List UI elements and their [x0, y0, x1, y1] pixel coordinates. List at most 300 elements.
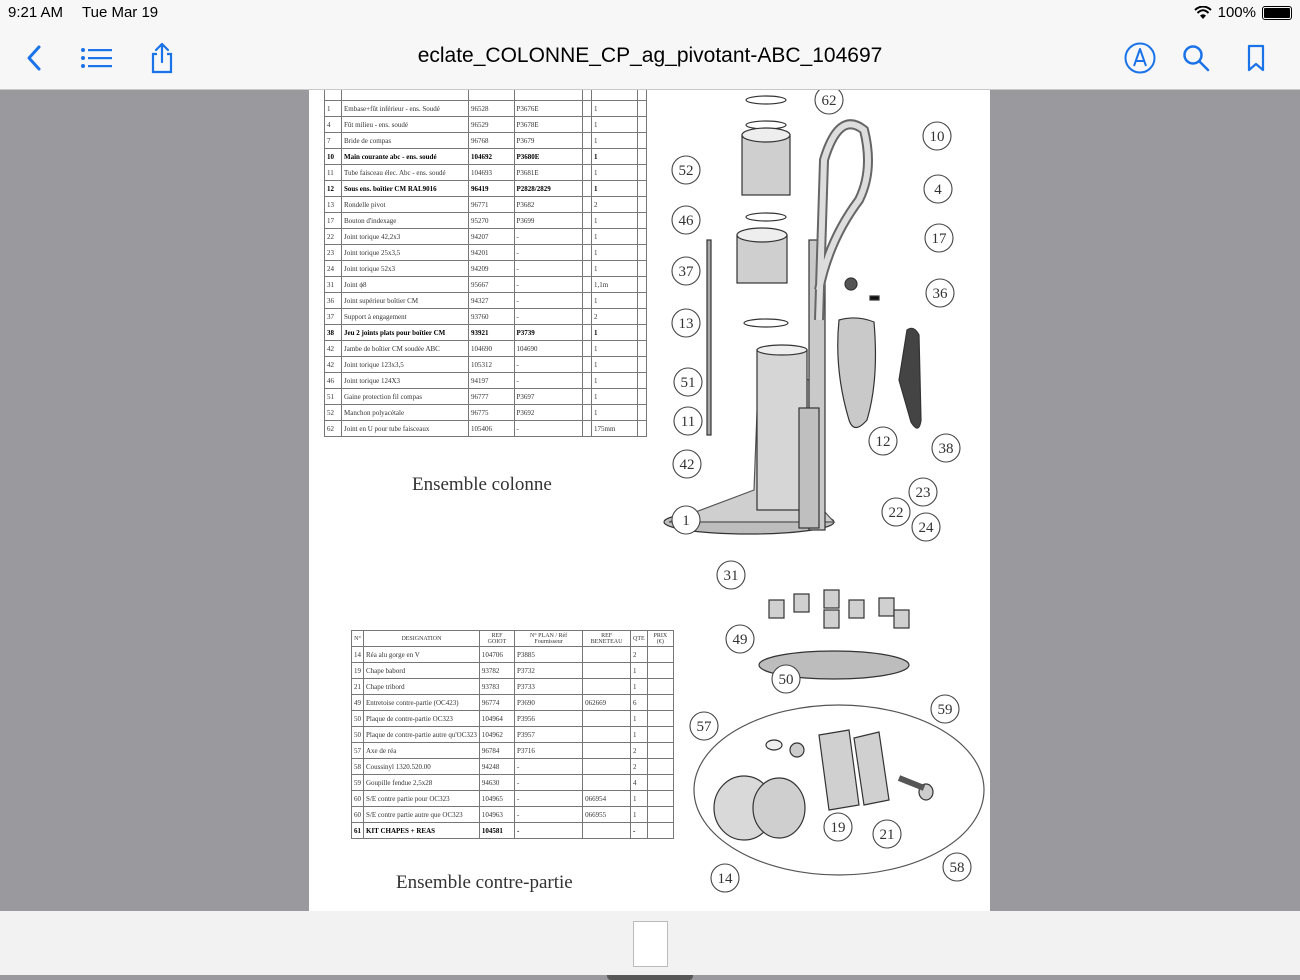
status-time: 9:21 AM — [8, 4, 64, 21]
table-cell: 2 — [631, 743, 648, 759]
callout-label: 42 — [679, 457, 695, 473]
table-row — [352, 679, 674, 695]
status-bar — [0, 0, 1300, 26]
table-cell — [583, 823, 631, 839]
table-cell: - — [514, 277, 583, 293]
table-row — [352, 743, 674, 759]
table-row — [352, 775, 674, 791]
table-cell: Tube faisceau élec. Abc - ens. soudé — [342, 165, 469, 181]
table-cell: 104692 — [469, 149, 515, 165]
table-cell: 1 — [592, 149, 638, 165]
table-cell: - — [515, 775, 583, 791]
table-row — [325, 181, 647, 197]
table-cell: 61 — [352, 823, 364, 839]
table-row — [352, 791, 674, 807]
table-cell: 95667 — [469, 277, 515, 293]
callout-label: 46 — [678, 213, 694, 229]
table-cell: 42 — [325, 357, 342, 373]
table-cell — [638, 277, 647, 293]
table-cell: 104693 — [469, 165, 515, 181]
table-cell: 104581 — [479, 823, 514, 839]
table-cell: 96528 — [469, 101, 515, 117]
table-cell — [638, 261, 647, 277]
table-cell — [583, 775, 631, 791]
callout-label: 4 — [934, 182, 942, 198]
table-row — [352, 727, 674, 743]
table-row — [325, 133, 647, 149]
table-cell: P3732 — [515, 663, 583, 679]
page-thumbnail[interactable] — [633, 921, 668, 967]
callout-label: 22 — [888, 505, 904, 521]
table-cell: Bouton d'indexage — [342, 213, 469, 229]
table-row — [325, 277, 647, 293]
table-cell: P3681E — [514, 165, 583, 181]
callout-label: 49 — [732, 632, 748, 648]
table-cell: 1 — [592, 293, 638, 309]
table-cell: 96768 — [469, 133, 515, 149]
table-cell — [583, 647, 631, 663]
table-cell — [583, 759, 631, 775]
table-cell — [583, 743, 631, 759]
table-cell: 96774 — [479, 695, 514, 711]
table-cell: 4 — [325, 117, 342, 133]
table-cell: Joint torique 25x3,5 — [342, 245, 469, 261]
table-header-cell: QTE — [631, 631, 648, 647]
table-row — [325, 389, 647, 405]
table-cell: KIT CHAPES + REAS — [364, 823, 480, 839]
parts-table-contre-partie — [351, 630, 674, 839]
table-cell — [583, 679, 631, 695]
table-cell — [583, 133, 592, 149]
table-cell — [638, 101, 647, 117]
table-cell: 6 — [631, 695, 648, 711]
table-cell: 94327 — [469, 293, 515, 309]
table-cell — [638, 181, 647, 197]
table-cell: - — [631, 823, 648, 839]
exploded-diagram — [649, 90, 990, 911]
table-cell: Goupille fendue 2,5x28 — [364, 775, 480, 791]
table-cell: 1 — [592, 373, 638, 389]
thumbnail-strip — [0, 911, 1300, 975]
wifi-icon — [1194, 6, 1212, 20]
table-cell: 46 — [325, 373, 342, 389]
table-cell — [583, 165, 592, 181]
table-cell — [583, 213, 592, 229]
table-cell: 21 — [352, 679, 364, 695]
table-cell: 1 — [592, 261, 638, 277]
table-cell: 1 — [592, 245, 638, 261]
table-cell — [638, 165, 647, 181]
callout-label: 52 — [678, 163, 694, 179]
table-cell: Plaque de contre-partie autre qu'OC323 — [364, 727, 480, 743]
table-row — [352, 823, 674, 839]
table-cell: 1 — [592, 229, 638, 245]
table-cell — [583, 711, 631, 727]
table-cell: 93782 — [479, 663, 514, 679]
table-cell: Réa alu gorge en V — [364, 647, 480, 663]
table-cell: Joint torique 123x3,5 — [342, 357, 469, 373]
table-cell — [583, 663, 631, 679]
table-row — [325, 421, 647, 437]
table-cell: Joint torique 52x3 — [342, 261, 469, 277]
table-cell: 105406 — [469, 421, 515, 437]
table-cell: Manchon polyacétale — [342, 405, 469, 421]
table-row — [325, 309, 647, 325]
table-cell: 104965 — [479, 791, 514, 807]
callout-label: 24 — [918, 520, 934, 536]
table-cell: 104962 — [479, 727, 514, 743]
table-row — [325, 373, 647, 389]
markup-button[interactable] — [1120, 38, 1160, 78]
table-cell: 1 — [592, 181, 638, 197]
table-cell: Sous ens. boîtier CM RAL9016 — [342, 181, 469, 197]
table-cell — [583, 421, 592, 437]
table-row — [352, 711, 674, 727]
table-cell: 37 — [325, 309, 342, 325]
table-cell: 59 — [352, 775, 364, 791]
table-row — [325, 117, 647, 133]
callout-label: 62 — [821, 93, 837, 109]
table-row — [325, 405, 647, 421]
table-cell: Bride de compas — [342, 133, 469, 149]
table-cell: - — [514, 357, 583, 373]
table-cell: 94248 — [479, 759, 514, 775]
table-cell — [583, 325, 592, 341]
table-cell: P3690 — [515, 695, 583, 711]
callout-label: 38 — [938, 441, 954, 457]
table-row — [352, 663, 674, 679]
callout-label: 31 — [723, 568, 739, 584]
table-cell — [583, 341, 592, 357]
table-header-cell: N° — [352, 631, 364, 647]
table-cell: Chape tribord — [364, 679, 480, 695]
table-cell: 104706 — [479, 647, 514, 663]
table-cell: - — [514, 309, 583, 325]
table-cell: 2 — [592, 197, 638, 213]
table-cell — [583, 149, 592, 165]
table-cell: - — [514, 421, 583, 437]
table-cell: - — [515, 759, 583, 775]
table-cell — [583, 229, 592, 245]
table-cell: 1 — [592, 341, 638, 357]
table-cell: 12 — [325, 181, 342, 197]
callout-label: 51 — [680, 375, 696, 391]
battery-icon — [1262, 6, 1292, 20]
table-cell: 23 — [325, 245, 342, 261]
table-cell: 96784 — [479, 743, 514, 759]
callout-label: 12 — [875, 434, 891, 450]
table-cell: - — [514, 293, 583, 309]
table-cell: 93760 — [469, 309, 515, 325]
table-cell: Jeu 2 joints plats pour boîtier CM — [342, 325, 469, 341]
table-cell: Embase+fût inférieur - ens. Soudé — [342, 101, 469, 117]
table-cell: P3682 — [514, 197, 583, 213]
callout-label: 11 — [680, 414, 696, 430]
table-row — [325, 213, 647, 229]
table-cell: 1 — [631, 791, 648, 807]
table-cell: 94630 — [479, 775, 514, 791]
table-cell: P3692 — [514, 405, 583, 421]
table-cell: Plaque de contre-partie OC323 — [364, 711, 480, 727]
table-cell — [583, 373, 592, 389]
table-cell: 52 — [325, 405, 342, 421]
caption-colonne: Ensemble colonne — [412, 474, 552, 495]
table-cell: Jambe de boîtier CM soudée ABC — [342, 341, 469, 357]
table-cell — [638, 245, 647, 261]
table-cell — [638, 389, 647, 405]
callout-label: 21 — [879, 827, 895, 843]
markup-pen-icon — [1123, 41, 1157, 75]
bookmark-icon — [1246, 44, 1266, 72]
table-cell: 1 — [592, 101, 638, 117]
table-cell: 1 — [592, 133, 638, 149]
callout-label: 59 — [937, 702, 953, 718]
table-cell: P3956 — [515, 711, 583, 727]
table-cell — [638, 229, 647, 245]
table-cell: Coussinyl 1320.520.00 — [364, 759, 480, 775]
table-row — [325, 101, 647, 117]
table-cell: 1 — [592, 325, 638, 341]
table-cell: 1,1m — [592, 277, 638, 293]
table-cell: 58 — [352, 759, 364, 775]
document-viewer[interactable] — [0, 90, 1300, 911]
table-cell: 1 — [631, 807, 648, 823]
table-cell: 1 — [325, 101, 342, 117]
table-cell: 96777 — [469, 389, 515, 405]
table-row — [325, 293, 647, 309]
table-cell — [638, 117, 647, 133]
table-cell — [638, 293, 647, 309]
pdf-toolbar — [0, 26, 1300, 90]
table-cell: 14 — [352, 647, 364, 663]
table-cell: 7 — [325, 133, 342, 149]
table-cell: Joint torique 42,2x3 — [342, 229, 469, 245]
table-cell: 36 — [325, 293, 342, 309]
callout-label: 17 — [931, 231, 947, 247]
table-cell: 95270 — [469, 213, 515, 229]
table-cell: 31 — [325, 277, 342, 293]
table-cell: P3676E — [514, 101, 583, 117]
table-cell: 96775 — [469, 405, 515, 421]
table-cell — [583, 277, 592, 293]
table-cell: 1 — [592, 357, 638, 373]
table-cell — [583, 261, 592, 277]
table-cell: - — [514, 261, 583, 277]
document-title: eclate_COLONNE_CP_ag_pivotant-ABC_104697 — [417, 44, 883, 67]
table-cell: 96529 — [469, 117, 515, 133]
callout-label: 13 — [678, 316, 694, 332]
table-cell: 1 — [631, 711, 648, 727]
table-cell: 1 — [631, 679, 648, 695]
table-header-cell: DESIGNATION — [364, 631, 480, 647]
table-cell: - — [515, 807, 583, 823]
table-cell: 19 — [352, 663, 364, 679]
table-cell — [583, 197, 592, 213]
table-cell: Joint torique 124X3 — [342, 373, 469, 389]
table-cell — [638, 149, 647, 165]
table-cell: P3716 — [515, 743, 583, 759]
table-cell — [583, 245, 592, 261]
table-cell: 60 — [352, 791, 364, 807]
table-cell: 96771 — [469, 197, 515, 213]
table-cell: Axe de réa — [364, 743, 480, 759]
table-cell: P3679 — [514, 133, 583, 149]
table-cell — [638, 197, 647, 213]
table-row — [325, 165, 647, 181]
table-cell: - — [514, 373, 583, 389]
table-cell: 24 — [325, 261, 342, 277]
callout-label: 36 — [932, 286, 948, 302]
table-cell — [583, 309, 592, 325]
table-cell: P3697 — [514, 389, 583, 405]
table-cell: 62 — [325, 421, 342, 437]
table-cell: 94197 — [469, 373, 515, 389]
table-cell: - — [514, 229, 583, 245]
table-cell: - — [514, 245, 583, 261]
table-cell: 13 — [325, 197, 342, 213]
table-cell: 104964 — [479, 711, 514, 727]
table-row — [352, 807, 674, 823]
table-header-cell: N° PLAN / Réf Fournisseur — [515, 631, 583, 647]
caption-contre-partie: Ensemble contre-partie — [396, 872, 573, 893]
table-cell: 94207 — [469, 229, 515, 245]
table-cell: 104963 — [479, 807, 514, 823]
table-header-cell: REF GOIOT — [479, 631, 514, 647]
table-cell: 4 — [631, 775, 648, 791]
table-cell: 062669 — [583, 695, 631, 711]
table-cell: P3957 — [515, 727, 583, 743]
table-cell: Chape babord — [364, 663, 480, 679]
table-cell: 57 — [352, 743, 364, 759]
table-row — [352, 759, 674, 775]
table-cell: 94209 — [469, 261, 515, 277]
table-cell: Gaine protection fil compas — [342, 389, 469, 405]
table-cell: - — [515, 791, 583, 807]
table-cell — [638, 133, 647, 149]
table-cell: 17 — [325, 213, 342, 229]
table-cell — [583, 727, 631, 743]
callout-label: 37 — [678, 264, 694, 280]
table-row — [352, 695, 674, 711]
status-date: Tue Mar 19 — [82, 4, 159, 21]
table-cell: P3885 — [515, 647, 583, 663]
callout-label: 23 — [915, 485, 931, 501]
table-row — [325, 325, 647, 341]
table-row — [325, 357, 647, 373]
table-header-cell: REF BENETEAU — [583, 631, 631, 647]
table-cell — [583, 405, 592, 421]
table-cell: P3733 — [515, 679, 583, 695]
callout-label: 14 — [717, 871, 733, 887]
parts-table-colonne — [324, 90, 647, 437]
callout-label: 57 — [696, 719, 712, 735]
table-cell — [583, 389, 592, 405]
table-cell: 1 — [631, 663, 648, 679]
callout-label: 58 — [949, 860, 965, 876]
table-cell — [583, 293, 592, 309]
table-cell: 42 — [325, 341, 342, 357]
table-cell: 1 — [592, 165, 638, 181]
table-cell: 104690 — [469, 341, 515, 357]
pdf-page — [309, 90, 990, 911]
search-icon — [1182, 44, 1210, 72]
table-cell: 2 — [592, 309, 638, 325]
table-cell — [638, 405, 647, 421]
table-cell: 22 — [325, 229, 342, 245]
table-row — [325, 149, 647, 165]
table-cell: 105312 — [469, 357, 515, 373]
table-cell: P2828/2829 — [514, 181, 583, 197]
callout-label: 50 — [778, 672, 794, 688]
table-cell — [638, 373, 647, 389]
table-cell — [638, 309, 647, 325]
battery-percent: 100% — [1217, 4, 1256, 21]
table-cell: P3739 — [514, 325, 583, 341]
table-cell: P3678E — [514, 117, 583, 133]
colonne-drawing — [664, 96, 921, 534]
table-cell: 51 — [325, 389, 342, 405]
table-row — [325, 341, 647, 357]
table-cell — [638, 325, 647, 341]
table-cell: 066955 — [583, 807, 631, 823]
table-cell: 50 — [352, 727, 364, 743]
table-cell: Joint en U pour tube faisceaux — [342, 421, 469, 437]
status-right — [1194, 4, 1292, 21]
callout-label: 1 — [682, 513, 690, 529]
table-cell: 104690 — [514, 341, 583, 357]
table-cell: 50 — [352, 711, 364, 727]
table-cell: 1 — [592, 405, 638, 421]
callout-label: 19 — [830, 820, 846, 836]
table-cell: Support à engagement — [342, 309, 469, 325]
table-cell — [583, 117, 592, 133]
bookmark-button[interactable] — [1236, 38, 1276, 78]
table-cell: 93783 — [479, 679, 514, 695]
table-cell: 1 — [592, 389, 638, 405]
table-header-row — [352, 631, 674, 647]
table-cell: 1 — [631, 727, 648, 743]
table-header-cell: PRIX (€) — [647, 631, 673, 647]
table-cell: Fût milieu - ens. soudé — [342, 117, 469, 133]
table-cell: 066954 — [583, 791, 631, 807]
table-cell: Joint ϕ8 — [342, 277, 469, 293]
table-cell: S/E contre partie pour OC323 — [364, 791, 480, 807]
table-row — [352, 647, 674, 663]
table-cell — [638, 213, 647, 229]
table-cell: 49 — [352, 695, 364, 711]
table-cell: 11 — [325, 165, 342, 181]
table-cell: 10 — [325, 149, 342, 165]
table-cell: 38 — [325, 325, 342, 341]
table-cell — [583, 101, 592, 117]
table-cell: P3680E — [514, 149, 583, 165]
table-cell: Rondelle pivot — [342, 197, 469, 213]
table-cell: 1 — [592, 117, 638, 133]
table-cell: 96419 — [469, 181, 515, 197]
table-cell: Joint supérieur boîtier CM — [342, 293, 469, 309]
table-cell: 94201 — [469, 245, 515, 261]
table-cell — [638, 421, 647, 437]
table-cell — [583, 181, 592, 197]
table-row — [325, 245, 647, 261]
table-row — [325, 197, 647, 213]
table-cell — [583, 357, 592, 373]
table-cell: 60 — [352, 807, 364, 823]
search-button[interactable] — [1176, 38, 1216, 78]
table-cell — [638, 341, 647, 357]
table-cell — [638, 357, 647, 373]
table-row — [325, 229, 647, 245]
